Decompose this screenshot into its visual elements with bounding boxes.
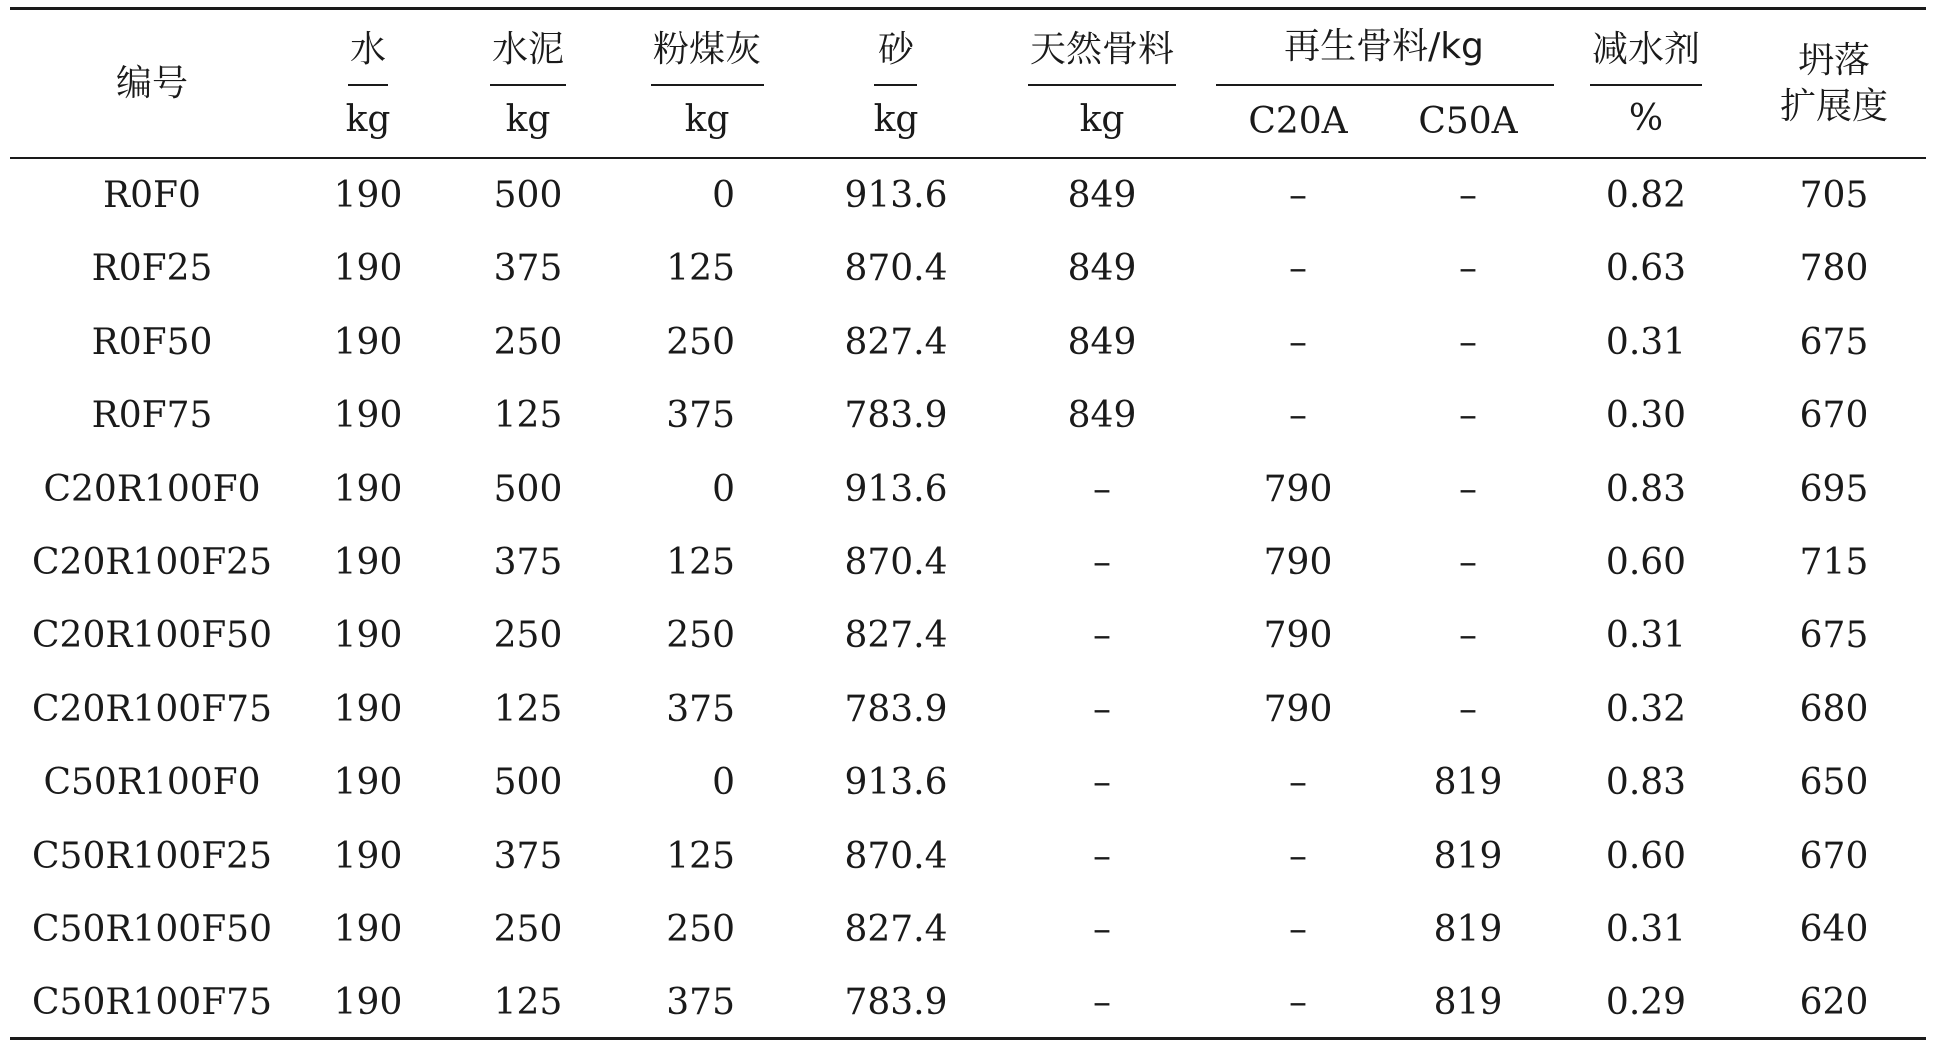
cell-reducer: 0.60	[1605, 835, 1687, 877]
header-c20a: C20A	[1248, 101, 1348, 142]
header-sand-divider	[874, 84, 917, 86]
cell-slump: 650	[1799, 762, 1869, 804]
cell-reducer: 0.31	[1605, 615, 1687, 657]
cell-c20a: –	[1289, 395, 1307, 437]
cell-reducer: 0.31	[1605, 321, 1687, 363]
header-reducer-unit: %	[1628, 98, 1664, 139]
cell-id: R0F75	[91, 395, 213, 437]
cell-reducer: 0.29	[1605, 982, 1687, 1024]
cell-flyash: 0	[712, 468, 735, 510]
cell-c20a: –	[1289, 909, 1307, 950]
header-flyash-divider	[651, 84, 764, 86]
cell-flyash: 250	[666, 909, 735, 950]
cell-natural: –	[1093, 909, 1111, 950]
cell-natural: 849	[1067, 395, 1137, 437]
cell-cement: 250	[493, 909, 563, 950]
header-slump-line1: 坍落	[1797, 40, 1871, 81]
cell-water: 190	[333, 688, 403, 730]
cell-c20a: –	[1289, 321, 1307, 363]
cell-cement: 500	[493, 468, 563, 510]
cell-reducer: 0.30	[1605, 395, 1687, 437]
cell-flyash: 375	[666, 982, 735, 1024]
header-slump-flow	[1780, 38, 1888, 130]
cell-cement: 250	[493, 321, 563, 363]
cell-cement: 500	[493, 175, 563, 216]
header-flyash-unit: kg	[684, 99, 730, 140]
cell-cement: 250	[493, 615, 563, 657]
cell-slump: 675	[1799, 321, 1869, 363]
header-recycled-aggregate: 再生骨料/kg	[1284, 26, 1484, 67]
header-sand-unit: kg	[873, 99, 919, 140]
cell-water: 190	[333, 542, 403, 583]
cell-slump: 680	[1799, 688, 1869, 730]
cell-sand: 827.4	[844, 909, 948, 950]
cell-id: C50R100F25	[32, 835, 272, 877]
cell-sand: 913.6	[844, 468, 948, 510]
cell-reducer: 0.60	[1605, 542, 1687, 583]
cell-id: C20R100F75	[32, 688, 272, 730]
cell-c50a: 819	[1433, 762, 1503, 804]
cell-c20a: 790	[1263, 615, 1333, 657]
top-rule	[10, 7, 1926, 10]
cell-sand: 870.4	[844, 542, 948, 583]
cell-cement: 125	[493, 982, 563, 1024]
cell-cement: 125	[493, 395, 563, 437]
cell-water: 190	[333, 468, 403, 510]
cell-water: 190	[333, 248, 403, 290]
header-c50a: C50A	[1418, 101, 1518, 142]
cell-c50a: –	[1459, 248, 1477, 290]
cell-c50a: –	[1459, 321, 1477, 363]
cell-c50a: –	[1459, 175, 1477, 216]
header-water-divider	[348, 84, 388, 86]
header-flyash: 粉煤灰	[652, 29, 762, 70]
cell-water: 190	[333, 982, 403, 1024]
cell-c50a: –	[1459, 468, 1477, 510]
cell-sand: 913.6	[844, 762, 948, 804]
cell-natural: 849	[1067, 175, 1137, 216]
cell-c50a: –	[1459, 542, 1477, 583]
cell-slump: 675	[1799, 615, 1869, 657]
cell-slump: 705	[1799, 175, 1869, 216]
cell-natural: –	[1093, 762, 1111, 804]
cell-reducer: 0.82	[1605, 175, 1687, 216]
cell-cement: 375	[493, 542, 563, 583]
cell-natural: –	[1093, 835, 1111, 877]
cell-c50a: 819	[1433, 909, 1503, 950]
header-natural-aggregate: 天然骨料	[1029, 29, 1175, 70]
cell-flyash: 125	[666, 835, 735, 877]
cell-slump: 715	[1799, 542, 1869, 583]
cell-reducer: 0.31	[1605, 909, 1687, 950]
cell-id: C20R100F25	[32, 542, 272, 583]
cell-c20a: –	[1289, 762, 1307, 804]
cell-natural: 849	[1067, 248, 1137, 290]
cell-water: 190	[333, 762, 403, 804]
cell-slump: 780	[1799, 248, 1869, 290]
cell-c50a: 819	[1433, 835, 1503, 877]
cell-sand: 870.4	[844, 248, 948, 290]
cell-c20a: 790	[1263, 688, 1333, 730]
cell-id: C20R100F0	[43, 468, 261, 510]
cell-water: 190	[333, 395, 403, 437]
cell-cement: 125	[493, 688, 563, 730]
cell-id: C50R100F75	[32, 982, 272, 1024]
cell-natural: 849	[1067, 321, 1137, 363]
cell-c20a: –	[1289, 248, 1307, 290]
cell-slump: 620	[1799, 982, 1869, 1024]
cell-slump: 695	[1799, 468, 1869, 510]
cell-c20a: –	[1289, 175, 1307, 216]
cell-c50a: –	[1459, 615, 1477, 657]
cell-natural: –	[1093, 542, 1111, 583]
header-cement-divider	[490, 84, 566, 86]
cell-c20a: –	[1289, 982, 1307, 1024]
cell-sand: 827.4	[844, 321, 948, 363]
cell-c50a: 819	[1433, 982, 1503, 1024]
cell-id: C50R100F0	[43, 762, 261, 804]
header-recycled-divider	[1216, 84, 1554, 86]
cell-flyash: 125	[666, 542, 735, 583]
cell-id: C50R100F50	[32, 909, 272, 950]
cell-reducer: 0.32	[1605, 688, 1687, 730]
cell-slump: 640	[1799, 909, 1869, 950]
cell-sand: 870.4	[844, 835, 948, 877]
cell-sand: 783.9	[844, 982, 948, 1024]
header-cement: 水泥	[491, 29, 565, 70]
header-rule	[10, 157, 1926, 159]
cell-flyash: 0	[712, 762, 735, 804]
cell-sand: 827.4	[844, 615, 948, 657]
header-water-reducer: 减水剂	[1591, 29, 1701, 70]
cell-flyash: 375	[666, 395, 735, 437]
cell-water: 190	[333, 835, 403, 877]
cell-flyash: 375	[666, 688, 735, 730]
cell-natural: –	[1093, 615, 1111, 657]
cell-cement: 375	[493, 835, 563, 877]
cell-slump: 670	[1799, 835, 1869, 877]
cell-slump: 670	[1799, 395, 1869, 437]
cell-id: R0F25	[91, 248, 213, 290]
header-slump-line2: 扩展度	[1779, 86, 1889, 127]
cell-natural: –	[1093, 982, 1111, 1024]
cell-natural: –	[1093, 688, 1111, 730]
cell-sand: 913.6	[844, 175, 948, 216]
header-natural-unit: kg	[1079, 99, 1125, 140]
cell-c20a: 790	[1263, 468, 1333, 510]
header-water: 水	[349, 29, 387, 70]
cell-id: R0F0	[103, 175, 201, 216]
cell-reducer: 0.83	[1605, 762, 1687, 804]
cell-cement: 375	[493, 248, 563, 290]
cell-c50a: –	[1459, 688, 1477, 730]
cell-flyash: 0	[712, 175, 735, 216]
header-reducer-divider	[1590, 84, 1702, 86]
cell-reducer: 0.83	[1605, 468, 1687, 510]
header-water-unit: kg	[345, 99, 391, 140]
header-natural-divider	[1028, 84, 1176, 86]
cell-c20a: –	[1289, 835, 1307, 877]
cell-flyash: 125	[666, 248, 735, 290]
bottom-rule	[10, 1037, 1926, 1040]
cell-id: C20R100F50	[32, 615, 272, 657]
header-id: 编号	[115, 63, 189, 104]
cell-cement: 500	[493, 762, 563, 804]
cell-flyash: 250	[666, 321, 735, 363]
header-sand: 砂	[877, 29, 915, 70]
cell-reducer: 0.63	[1605, 248, 1687, 290]
cell-flyash: 250	[666, 615, 735, 657]
cell-water: 190	[333, 321, 403, 363]
cell-c20a: 790	[1263, 542, 1333, 583]
header-cement-unit: kg	[505, 99, 551, 140]
cell-water: 190	[333, 615, 403, 657]
cell-sand: 783.9	[844, 688, 948, 730]
cell-sand: 783.9	[844, 395, 948, 437]
cell-natural: –	[1093, 468, 1111, 510]
cell-id: R0F50	[91, 321, 213, 363]
cell-water: 190	[333, 909, 403, 950]
cell-c50a: –	[1459, 395, 1477, 437]
cell-water: 190	[333, 175, 403, 216]
